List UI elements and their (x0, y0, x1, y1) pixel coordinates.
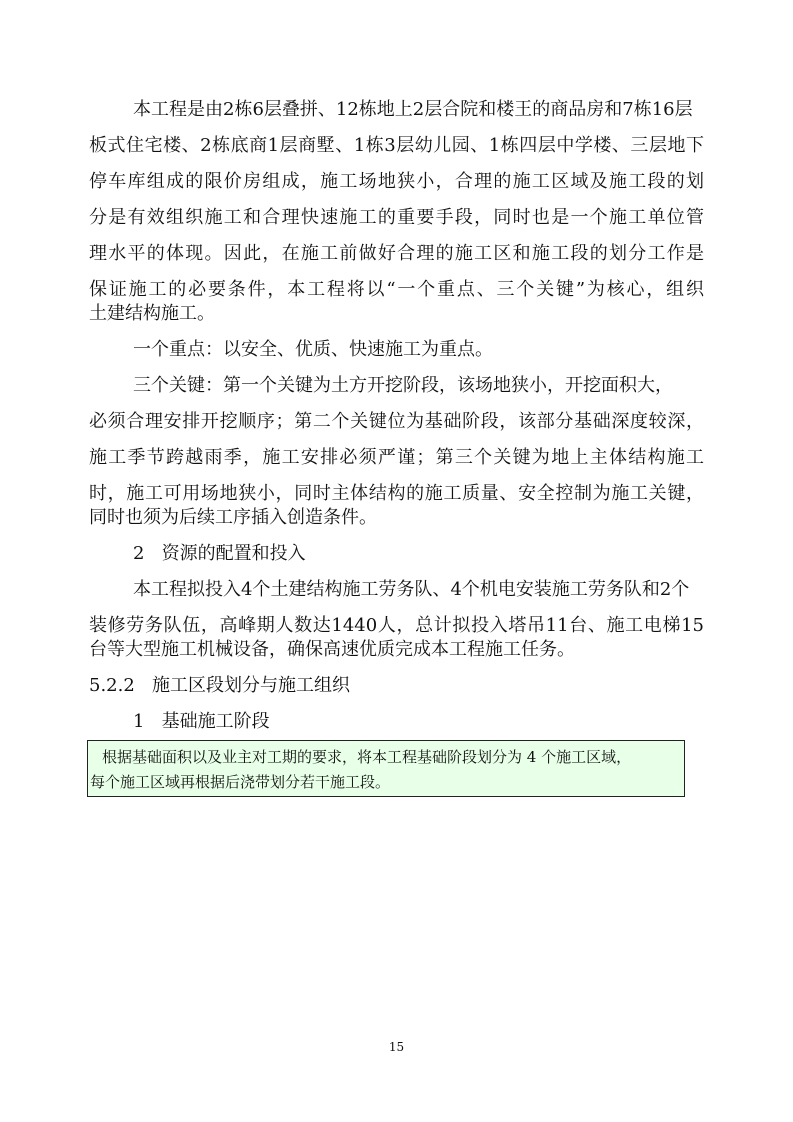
paragraph-line: 施工季节跨越雨季，施工安排必须严谨；第三个关键为地上主体结构施工 (89, 447, 704, 468)
paragraph-line: 一个重点：以安全、优质、快速施工为重点。 (133, 339, 493, 360)
paragraph-line: 时，施工可用场地狭小，同时主体结构的施工质量、安全控制为施工关键， (89, 483, 704, 504)
paragraph-line: 理水平的体现。因此，在施工前做好合理的施工区和施工段的划分工作是 (89, 243, 704, 264)
paragraph-line: 同时也须为后续工序插入创造条件。 (89, 507, 377, 528)
section-heading: 2 资源的配置和投入 (133, 543, 306, 564)
page-number: 15 (388, 1040, 405, 1054)
paragraph-line: 台等大型施工机械设备，确保高速优质完成本工程施工任务。 (89, 639, 575, 660)
paragraph-line: 本工程是由2栋6层叠拼、12栋地上2层合院和楼王的商品房和7栋16层 (133, 99, 693, 120)
paragraph-line: 停车库组成的限价房组成，施工场地狭小，合理的施工区域及施工段的划 (89, 171, 704, 192)
paragraph-line: 板式住宅楼、2栋底商1层商墅、1栋3层幼儿园、1栋四层中学楼、三层地下 (89, 135, 704, 156)
paragraph-line: 土建结构施工。 (89, 303, 215, 324)
paragraph-line: 分是有效组织施工和合理快速施工的重要手段，同时也是一个施工单位管 (89, 207, 704, 228)
subsection-heading: 1 基础施工阶段 (133, 711, 270, 732)
section-heading: 5.2.2 施工区段划分与施工组织 (89, 675, 350, 696)
paragraph-line: 保证施工的必要条件，本工程将以“一个重点、三个关键”为核心，组织 (89, 279, 704, 300)
paragraph-line: 本工程拟投入4个土建结构施工劳务队、4个机电安装施工劳务队和2个 (133, 579, 690, 600)
paragraph-line: 必须合理安排开挖顺序；第二个关键位为基础阶段，该部分基础深度较深， (89, 411, 704, 432)
note-line: 根据基础面积以及业主对工期的要求，将本工程基础阶段划分为 4 个施工区域， (102, 748, 632, 766)
paragraph-line: 装修劳务队伍，高峰期人数达1440人，总计拟投入塔吊11台、施工电梯15 (89, 615, 704, 636)
note-line: 每个施工区域再根据后浇带划分若干施工段。 (90, 773, 391, 791)
note-box (87, 740, 685, 797)
paragraph-line: 三个关键：第一个关键为土方开挖阶段，该场地狭小，开挖面积大， (133, 375, 673, 396)
